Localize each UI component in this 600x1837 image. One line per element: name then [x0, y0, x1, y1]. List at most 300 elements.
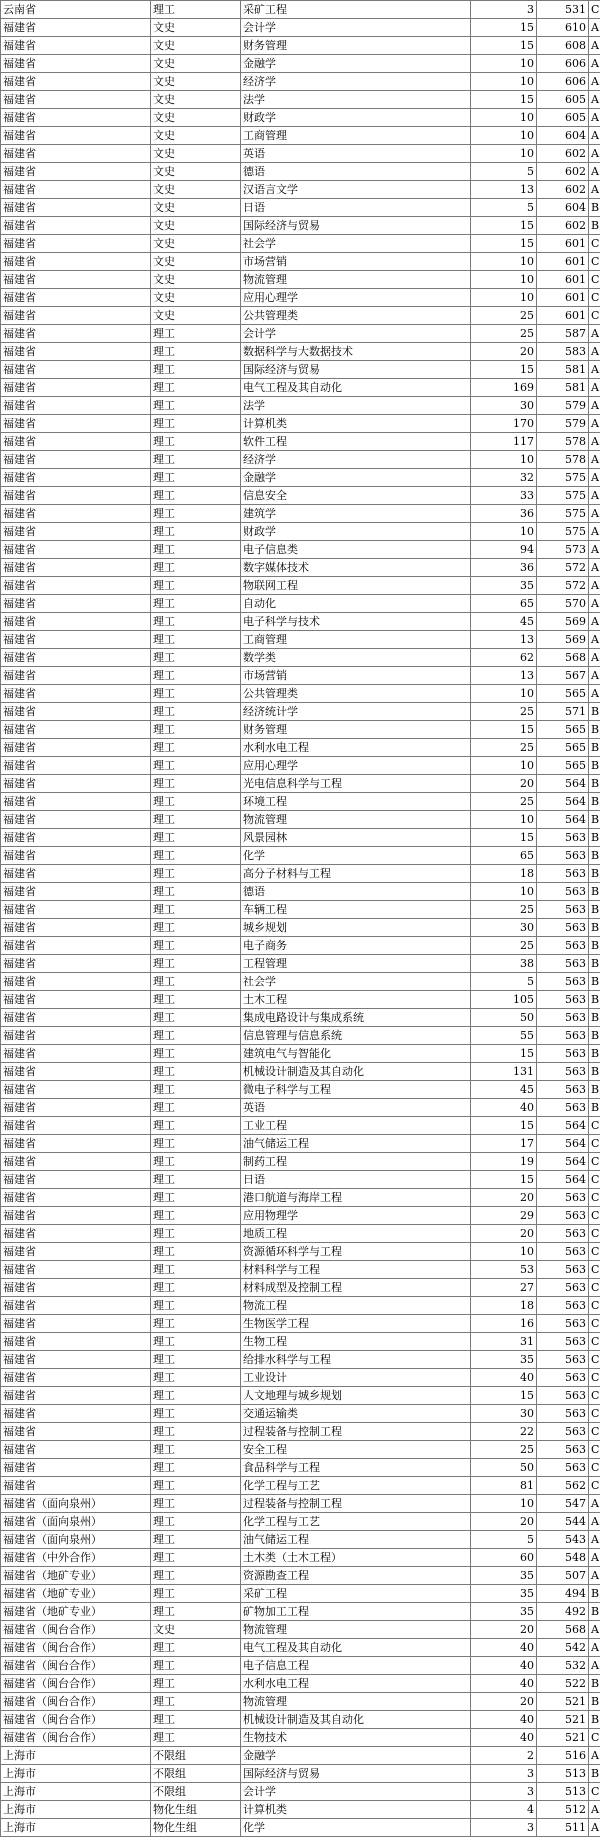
table-row	[1, 415, 600, 433]
score-cell: 563	[537, 937, 589, 955]
table-row	[1, 1423, 600, 1441]
quota-cell: 13	[471, 667, 537, 685]
level-cell: A	[589, 181, 600, 199]
table-row	[1, 433, 600, 451]
quota-cell: 20	[471, 1189, 537, 1207]
province-cell: 福建省（闽台合作）	[1, 1711, 151, 1729]
province-cell: 福建省（地矿专业）	[1, 1585, 151, 1603]
province-cell: 福建省	[1, 649, 151, 667]
score-cell: 579	[537, 397, 589, 415]
category-cell: 文史	[151, 73, 241, 91]
quota-cell: 10	[471, 811, 537, 829]
table-row	[1, 1207, 600, 1225]
major-cell: 人文地理与城乡规划	[241, 1387, 471, 1405]
quota-cell: 25	[471, 739, 537, 757]
score-cell: 568	[537, 649, 589, 667]
quota-cell: 10	[471, 127, 537, 145]
table-row	[1, 649, 600, 667]
province-cell: 福建省	[1, 1279, 151, 1297]
province-cell: 福建省	[1, 631, 151, 649]
major-cell: 电气工程及其自动化	[241, 1639, 471, 1657]
province-cell: 福建省	[1, 469, 151, 487]
category-cell: 理工	[151, 1423, 241, 1441]
score-cell: 563	[537, 1279, 589, 1297]
province-cell: 福建省	[1, 991, 151, 1009]
score-cell: 565	[537, 757, 589, 775]
category-cell: 理工	[151, 1657, 241, 1675]
quota-cell: 35	[471, 1603, 537, 1621]
major-cell: 财政学	[241, 109, 471, 127]
major-cell: 工业设计	[241, 1369, 471, 1387]
table-row	[1, 1279, 600, 1297]
category-cell: 理工	[151, 1333, 241, 1351]
score-cell: 511	[537, 1819, 589, 1837]
category-cell: 理工	[151, 415, 241, 433]
table-row	[1, 1783, 600, 1801]
major-cell: 油气储运工程	[241, 1135, 471, 1153]
score-cell: 563	[537, 901, 589, 919]
score-cell: 570	[537, 595, 589, 613]
score-cell: 521	[537, 1711, 589, 1729]
major-cell: 生物技术	[241, 1729, 471, 1747]
major-cell: 土木工程	[241, 991, 471, 1009]
province-cell: 福建省	[1, 1477, 151, 1495]
table-row	[1, 271, 600, 289]
province-cell: 福建省	[1, 703, 151, 721]
quota-cell: 117	[471, 433, 537, 451]
category-cell: 理工	[151, 1135, 241, 1153]
quota-cell: 10	[471, 451, 537, 469]
quota-cell: 35	[471, 1567, 537, 1585]
level-cell: A	[589, 73, 600, 91]
level-cell: C	[589, 1783, 600, 1801]
score-cell: 602	[537, 163, 589, 181]
table-row	[1, 1675, 600, 1693]
score-cell: 610	[537, 19, 589, 37]
score-cell: 542	[537, 1639, 589, 1657]
score-cell: 601	[537, 271, 589, 289]
table-row	[1, 199, 600, 217]
score-cell: 563	[537, 1315, 589, 1333]
province-cell: 福建省	[1, 595, 151, 613]
table-row	[1, 1063, 600, 1081]
major-cell: 数字媒体技术	[241, 559, 471, 577]
quota-cell: 81	[471, 1477, 537, 1495]
level-cell: B	[589, 811, 600, 829]
major-cell: 法学	[241, 397, 471, 415]
table-row	[1, 991, 600, 1009]
category-cell: 理工	[151, 325, 241, 343]
score-cell: 492	[537, 1603, 589, 1621]
score-cell: 601	[537, 289, 589, 307]
quota-cell: 50	[471, 1009, 537, 1027]
score-cell: 563	[537, 847, 589, 865]
table-row	[1, 523, 600, 541]
major-cell: 法学	[241, 91, 471, 109]
category-cell: 理工	[151, 919, 241, 937]
province-cell: 福建省	[1, 1117, 151, 1135]
level-cell: A	[589, 1621, 600, 1639]
category-cell: 文史	[151, 1621, 241, 1639]
level-cell: B	[589, 1027, 600, 1045]
category-cell: 理工	[151, 1459, 241, 1477]
province-cell: 福建省	[1, 1405, 151, 1423]
quota-cell: 15	[471, 1171, 537, 1189]
category-cell: 理工	[151, 397, 241, 415]
category-cell: 理工	[151, 1495, 241, 1513]
major-cell: 国际经济与贸易	[241, 1765, 471, 1783]
major-cell: 工业工程	[241, 1117, 471, 1135]
level-cell: A	[589, 109, 600, 127]
score-cell: 521	[537, 1693, 589, 1711]
score-cell: 544	[537, 1513, 589, 1531]
score-cell: 564	[537, 775, 589, 793]
category-cell: 理工	[151, 631, 241, 649]
score-cell: 512	[537, 1801, 589, 1819]
province-cell: 福建省	[1, 1189, 151, 1207]
table-row	[1, 1297, 600, 1315]
table-row	[1, 937, 600, 955]
level-cell: C	[589, 1243, 600, 1261]
score-cell: 562	[537, 1477, 589, 1495]
major-cell: 英语	[241, 145, 471, 163]
category-cell: 理工	[151, 937, 241, 955]
quota-cell: 53	[471, 1261, 537, 1279]
level-cell: B	[589, 883, 600, 901]
province-cell: 福建省	[1, 1099, 151, 1117]
major-cell: 电子科学与技术	[241, 613, 471, 631]
quota-cell: 16	[471, 1315, 537, 1333]
score-cell: 605	[537, 91, 589, 109]
major-cell: 信息安全	[241, 487, 471, 505]
table-row	[1, 1603, 600, 1621]
table-row	[1, 1117, 600, 1135]
major-cell: 社会学	[241, 973, 471, 991]
quota-cell: 15	[471, 1045, 537, 1063]
level-cell: B	[589, 1045, 600, 1063]
category-cell: 理工	[151, 433, 241, 451]
province-cell: 福建省	[1, 1333, 151, 1351]
province-cell: 福建省（闽台合作）	[1, 1693, 151, 1711]
category-cell: 理工	[151, 1297, 241, 1315]
level-cell: A	[589, 595, 600, 613]
category-cell: 理工	[151, 1531, 241, 1549]
major-cell: 公共管理类	[241, 685, 471, 703]
level-cell: B	[589, 1081, 600, 1099]
category-cell: 理工	[151, 991, 241, 1009]
level-cell: C	[589, 271, 600, 289]
major-cell: 市场营销	[241, 667, 471, 685]
province-cell: 上海市	[1, 1783, 151, 1801]
quota-cell: 20	[471, 1621, 537, 1639]
quota-cell: 25	[471, 325, 537, 343]
major-cell: 物流管理	[241, 271, 471, 289]
level-cell: C	[589, 1333, 600, 1351]
level-cell: A	[589, 505, 600, 523]
quota-cell: 15	[471, 37, 537, 55]
score-cell: 563	[537, 829, 589, 847]
major-cell: 汉语言文学	[241, 181, 471, 199]
quota-cell: 3	[471, 1, 537, 19]
category-cell: 理工	[151, 613, 241, 631]
category-cell: 理工	[151, 1027, 241, 1045]
level-cell: B	[589, 739, 600, 757]
score-cell: 604	[537, 127, 589, 145]
category-cell: 理工	[151, 1351, 241, 1369]
table-row	[1, 703, 600, 721]
score-cell: 602	[537, 181, 589, 199]
category-cell: 理工	[151, 1099, 241, 1117]
score-cell: 563	[537, 1459, 589, 1477]
province-cell: 福建省	[1, 451, 151, 469]
province-cell: 福建省	[1, 487, 151, 505]
province-cell: 福建省	[1, 415, 151, 433]
major-cell: 资源勘查工程	[241, 1567, 471, 1585]
level-cell: C	[589, 1315, 600, 1333]
table-row	[1, 1027, 600, 1045]
table-row	[1, 217, 600, 235]
table-row	[1, 181, 600, 199]
category-cell: 文史	[151, 307, 241, 325]
table-row	[1, 793, 600, 811]
score-cell: 513	[537, 1765, 589, 1783]
major-cell: 应用物理学	[241, 1207, 471, 1225]
table-row	[1, 1657, 600, 1675]
province-cell: 福建省	[1, 739, 151, 757]
major-cell: 日语	[241, 199, 471, 217]
score-cell: 565	[537, 685, 589, 703]
province-cell: 福建省（面向泉州）	[1, 1531, 151, 1549]
province-cell: 福建省	[1, 325, 151, 343]
quota-cell: 35	[471, 1585, 537, 1603]
level-cell: B	[589, 955, 600, 973]
major-cell: 电子信息工程	[241, 1657, 471, 1675]
score-cell: 563	[537, 1423, 589, 1441]
major-cell: 德语	[241, 163, 471, 181]
score-cell: 564	[537, 1171, 589, 1189]
score-cell: 572	[537, 577, 589, 595]
score-cell: 581	[537, 361, 589, 379]
major-cell: 地质工程	[241, 1225, 471, 1243]
table-row	[1, 451, 600, 469]
level-cell: A	[589, 325, 600, 343]
category-cell: 理工	[151, 1567, 241, 1585]
province-cell: 福建省	[1, 1081, 151, 1099]
major-cell: 工程管理	[241, 955, 471, 973]
score-cell: 563	[537, 1045, 589, 1063]
level-cell: C	[589, 1405, 600, 1423]
table-row	[1, 1243, 600, 1261]
major-cell: 采矿工程	[241, 1585, 471, 1603]
province-cell: 福建省	[1, 1351, 151, 1369]
category-cell: 理工	[151, 343, 241, 361]
province-cell: 福建省	[1, 289, 151, 307]
province-cell: 福建省	[1, 1153, 151, 1171]
score-cell: 563	[537, 991, 589, 1009]
category-cell: 理工	[151, 865, 241, 883]
quota-cell: 15	[471, 217, 537, 235]
level-cell: C	[589, 1351, 600, 1369]
province-cell: 福建省	[1, 127, 151, 145]
major-cell: 应用心理学	[241, 757, 471, 775]
major-cell: 材料成型及控制工程	[241, 1279, 471, 1297]
category-cell: 文史	[151, 163, 241, 181]
table-row	[1, 307, 600, 325]
category-cell: 理工	[151, 1063, 241, 1081]
table-row	[1, 1549, 600, 1567]
quota-cell: 29	[471, 1207, 537, 1225]
category-cell: 理工	[151, 901, 241, 919]
quota-cell: 25	[471, 901, 537, 919]
category-cell: 文史	[151, 91, 241, 109]
quota-cell: 25	[471, 307, 537, 325]
table-row	[1, 685, 600, 703]
level-cell: A	[589, 1801, 600, 1819]
major-cell: 水利水电工程	[241, 739, 471, 757]
score-cell: 563	[537, 1351, 589, 1369]
major-cell: 港口航道与海岸工程	[241, 1189, 471, 1207]
table-row	[1, 1801, 600, 1819]
major-cell: 环境工程	[241, 793, 471, 811]
category-cell: 理工	[151, 739, 241, 757]
province-cell: 福建省	[1, 541, 151, 559]
score-cell: 602	[537, 217, 589, 235]
category-cell: 文史	[151, 37, 241, 55]
score-cell: 606	[537, 73, 589, 91]
major-cell: 经济学	[241, 73, 471, 91]
score-cell: 563	[537, 1081, 589, 1099]
table-row	[1, 469, 600, 487]
score-cell: 587	[537, 325, 589, 343]
table-row	[1, 1135, 600, 1153]
table-row	[1, 541, 600, 559]
major-cell: 采矿工程	[241, 1, 471, 19]
table-row	[1, 163, 600, 181]
level-cell: C	[589, 1459, 600, 1477]
category-cell: 文史	[151, 19, 241, 37]
table-row	[1, 91, 600, 109]
major-cell: 水利水电工程	[241, 1675, 471, 1693]
major-cell: 信息管理与信息系统	[241, 1027, 471, 1045]
level-cell: A	[589, 1819, 600, 1837]
category-cell: 理工	[151, 1369, 241, 1387]
major-cell: 化学工程与工艺	[241, 1477, 471, 1495]
table-row	[1, 811, 600, 829]
category-cell: 理工	[151, 1153, 241, 1171]
major-cell: 机械设计制造及其自动化	[241, 1711, 471, 1729]
province-cell: 福建省	[1, 757, 151, 775]
level-cell: B	[589, 1009, 600, 1027]
province-cell: 福建省	[1, 181, 151, 199]
category-cell: 文史	[151, 109, 241, 127]
score-cell: 564	[537, 1117, 589, 1135]
quota-cell: 15	[471, 829, 537, 847]
category-cell: 理工	[151, 1639, 241, 1657]
level-cell: B	[589, 775, 600, 793]
level-cell: B	[589, 1693, 600, 1711]
score-cell: 571	[537, 703, 589, 721]
province-cell: 福建省	[1, 1225, 151, 1243]
table-row	[1, 1459, 600, 1477]
table-row	[1, 73, 600, 91]
table-row	[1, 829, 600, 847]
table-row	[1, 109, 600, 127]
level-cell: B	[589, 1675, 600, 1693]
province-cell: 福建省	[1, 1045, 151, 1063]
quota-cell: 31	[471, 1333, 537, 1351]
score-cell: 563	[537, 1297, 589, 1315]
level-cell: A	[589, 433, 600, 451]
score-cell: 564	[537, 793, 589, 811]
table-row	[1, 1567, 600, 1585]
quota-cell: 13	[471, 631, 537, 649]
province-cell: 福建省	[1, 109, 151, 127]
quota-cell: 25	[471, 1441, 537, 1459]
major-cell: 社会学	[241, 235, 471, 253]
score-cell: 531	[537, 1, 589, 19]
quota-cell: 10	[471, 883, 537, 901]
quota-cell: 40	[471, 1675, 537, 1693]
major-cell: 工商管理	[241, 631, 471, 649]
table-row	[1, 325, 600, 343]
table-row	[1, 1189, 600, 1207]
level-cell: A	[589, 451, 600, 469]
quota-cell: 40	[471, 1657, 537, 1675]
major-cell: 金融学	[241, 1747, 471, 1765]
level-cell: A	[589, 487, 600, 505]
quota-cell: 10	[471, 73, 537, 91]
category-cell: 理工	[151, 1081, 241, 1099]
category-cell: 理工	[151, 685, 241, 703]
level-cell: B	[589, 991, 600, 1009]
table-row	[1, 1081, 600, 1099]
category-cell: 理工	[151, 451, 241, 469]
score-cell: 563	[537, 1333, 589, 1351]
province-cell: 福建省	[1, 271, 151, 289]
province-cell: 福建省	[1, 1459, 151, 1477]
level-cell: B	[589, 1603, 600, 1621]
quota-cell: 25	[471, 793, 537, 811]
quota-cell: 20	[471, 1225, 537, 1243]
province-cell: 福建省（面向泉州）	[1, 1513, 151, 1531]
category-cell: 文史	[151, 145, 241, 163]
level-cell: A	[589, 559, 600, 577]
quota-cell: 169	[471, 379, 537, 397]
quota-cell: 10	[471, 271, 537, 289]
score-cell: 563	[537, 1027, 589, 1045]
score-cell: 563	[537, 1405, 589, 1423]
level-cell: A	[589, 613, 600, 631]
level-cell: A	[589, 469, 600, 487]
score-cell: 569	[537, 613, 589, 631]
score-cell: 563	[537, 1369, 589, 1387]
score-cell: 563	[537, 1261, 589, 1279]
major-cell: 物流管理	[241, 1693, 471, 1711]
level-cell: B	[589, 829, 600, 847]
score-cell: 568	[537, 1621, 589, 1639]
quota-cell: 35	[471, 577, 537, 595]
province-cell: 上海市	[1, 1801, 151, 1819]
category-cell: 理工	[151, 703, 241, 721]
table-row	[1, 1315, 600, 1333]
quota-cell: 10	[471, 289, 537, 307]
level-cell: B	[589, 1063, 600, 1081]
category-cell: 理工	[151, 721, 241, 739]
score-cell: 564	[537, 811, 589, 829]
category-cell: 理工	[151, 1729, 241, 1747]
score-cell: 601	[537, 235, 589, 253]
level-cell: B	[589, 865, 600, 883]
